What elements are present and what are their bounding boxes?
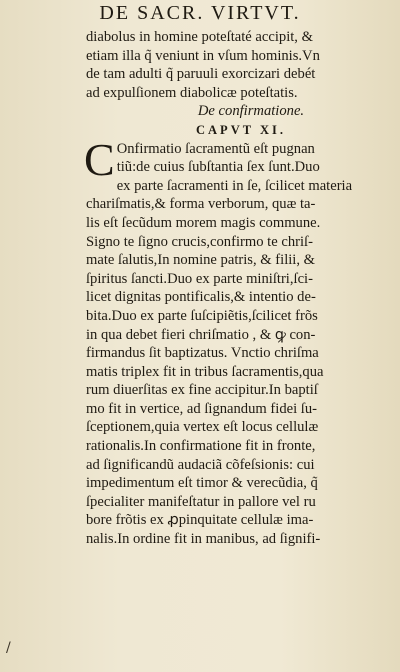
text-line: ſceptionem,quia vertex eſt locus cellulæ	[86, 419, 319, 436]
margin-mark: /	[6, 640, 11, 656]
text-line: etiam illa q̃ veniunt in vſum hominis.Vn	[86, 47, 320, 64]
text-line: licet dignitas pontificalis,& intentio de-	[86, 289, 316, 306]
text-line: lis eſt ſecũdum morem magis commune.	[86, 214, 321, 231]
text-line: mo fit in vertice, ad ſignandum fidei ſu-	[86, 400, 318, 417]
text-line: rationalis.In confirmatione fit in fronte,	[86, 438, 316, 455]
text-line: chariſmatis,& forma verborum, quæ ta-	[86, 196, 316, 213]
text-line: ex parte ſacramenti in ſe, ſcilicet materia	[116, 177, 353, 194]
text-line: mate ſalutis,In nomine patris, & filii, &	[86, 252, 316, 269]
running-head: DE SACR. VIRTVT.	[99, 2, 301, 24]
text-line: bore frõtis ex ꝓpinquitate cellulæ ima-	[86, 512, 314, 529]
text-line: Onfirmatio ſacramentũ eſt pugnan	[116, 140, 315, 157]
text-line: tiũ:de cuius ſubſtantia ſex ſunt.Duo	[116, 159, 320, 176]
text-line: in qua debet fieri chriſmatio , & ꝙ con-	[86, 326, 316, 343]
text-line: matis triplex fit in tribus ſacramentis,qua	[86, 363, 324, 380]
text-line: bita.Duo ex parte ſuſcipiẽtis,ſcilicet frõs	[86, 307, 318, 324]
text-line: Signo te ſigno crucis,confirmo te chriſ-	[86, 233, 313, 250]
chapter-heading: CAPVT XI.	[196, 122, 286, 137]
text-line: rum diuerſitas ex fine accipitur.In baptiſ	[86, 382, 318, 399]
text-line: ſpiritus ſancti.Duo ex parte miniſtri,ſci-	[86, 270, 313, 287]
dropcap-block	[84, 133, 396, 185]
text-line: nalis.In ordine fit in manibus, ad ſignifi-	[86, 531, 321, 548]
text-line: diabolus in homine poteſtaté accipit, &	[86, 29, 313, 45]
text-line: ad ſignificandũ audaciã cõfeſsionis: cui	[86, 456, 315, 473]
text-line: ſpecialiter manifeſtatur in pallore vel ru	[86, 493, 316, 510]
drop-capital: C	[84, 133, 115, 185]
text-line: de tam adulti q̃ paruuli exorcizari debét	[86, 66, 316, 83]
text-line: ad expulſionem diabolicæ poteſtatis.	[86, 84, 298, 101]
text-line: firmandus ſit baptizatus. Vnctio chriſma	[86, 345, 319, 362]
section-subheading: De confirmatione.	[197, 103, 305, 120]
text-line: impedimentum eſt timor & verecũdia, q̃	[86, 475, 318, 492]
body-text	[86, 28, 396, 549]
